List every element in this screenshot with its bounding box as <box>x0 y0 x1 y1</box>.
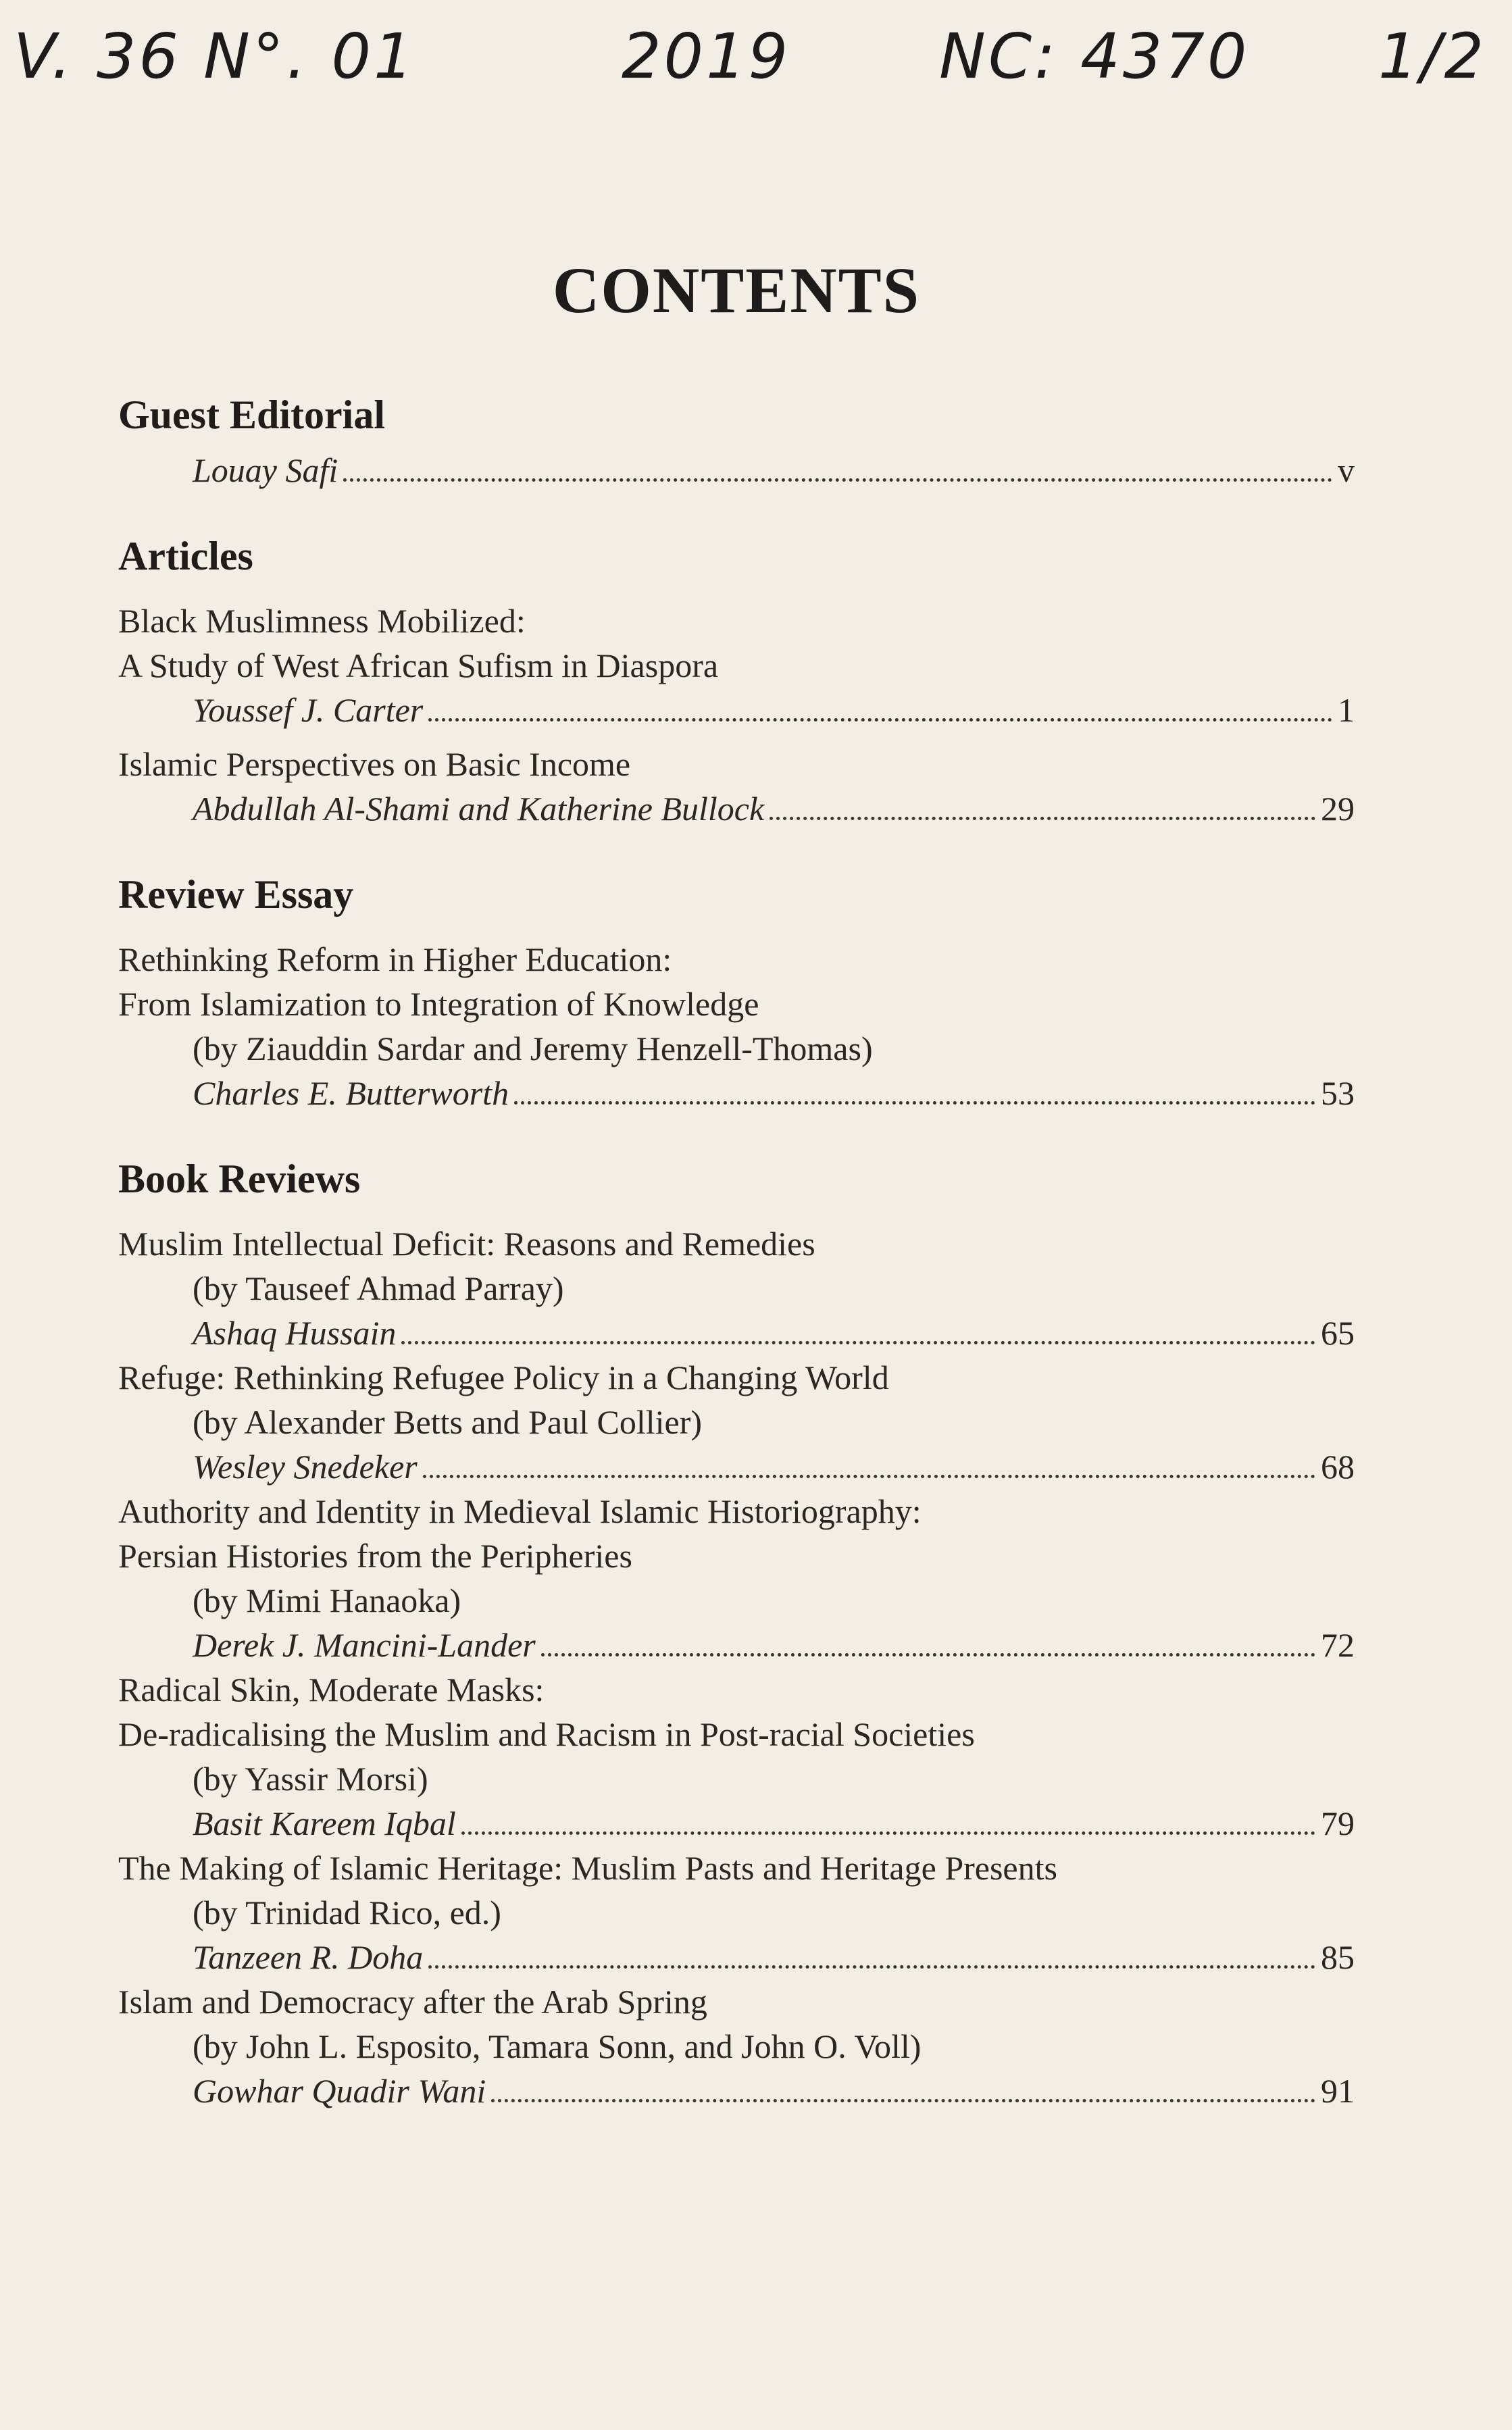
toc-entry-title: A Study of West African Sufism in Diaspora <box>118 647 719 684</box>
toc-author-line <box>118 786 1355 831</box>
toc-entry-title: Islamic Perspectives on Basic Income <box>118 745 631 783</box>
toc-author: Youssef J. Carter <box>193 691 424 729</box>
dot-leader <box>461 1831 1315 1835</box>
dot-leader <box>428 718 1332 722</box>
toc-entry-title: Authority and Identity in Medieval Islamic Historiography: <box>118 1492 922 1530</box>
toc-entry-title: Radical Skin, Moderate Masks: <box>118 1671 545 1708</box>
toc-page-number: 1 <box>1338 691 1355 729</box>
page-title: CONTENTS <box>552 254 921 327</box>
toc-page-number: 53 <box>1321 1074 1355 1112</box>
section-heading: Book Reviews <box>118 1157 361 1201</box>
toc-author: Abdullah Al-Shami and Katherine Bullock <box>193 790 765 828</box>
toc-entry-title: From Islamization to Integration of Knowledge <box>118 985 759 1023</box>
dot-leader <box>491 2099 1315 2102</box>
toc-reviewed-authors: (by Mimi Hanaoka) <box>193 1581 461 1619</box>
toc-page-number: 65 <box>1321 1314 1355 1352</box>
toc-author-line <box>118 2069 1355 2113</box>
toc-entry-title: Black Muslimness Mobilized: <box>118 602 526 640</box>
toc-author-line <box>118 1444 1355 1489</box>
toc-author: Tanzeen R. Doha <box>193 1938 424 1976</box>
dot-leader <box>541 1653 1315 1656</box>
section-articles <box>118 533 1355 831</box>
handwritten-annotation <box>0 14 1512 108</box>
dot-leader <box>428 1965 1315 1969</box>
toc-reviewed-authors: (by Yassir Morsi) <box>193 1760 428 1798</box>
toc-entry-title: Persian Histories from the Peripheries <box>118 1537 632 1575</box>
section-heading: Guest Editorial <box>118 393 386 437</box>
toc-page-number: v <box>1338 451 1355 489</box>
toc-entry-title: Islam and Democracy after the Arab Spring <box>118 1983 707 2021</box>
toc-entry-title: Muslim Intellectual Deficit: Reasons and Remedies <box>118 1225 815 1263</box>
toc-author: Wesley Snedeker <box>193 1448 418 1486</box>
toc-author: Derek J. Mancini-Lander <box>193 1626 536 1664</box>
toc-entry-title: The Making of Islamic Heritage: Muslim Pasts and Heritage Presents <box>118 1849 1057 1887</box>
section-heading: Review Essay <box>118 872 354 917</box>
toc-author-line <box>118 688 1355 732</box>
toc-page-number: 68 <box>1321 1448 1355 1486</box>
dot-leader <box>401 1341 1315 1344</box>
toc-author-line <box>118 1935 1355 1979</box>
handwritten-part: 1/2 <box>1378 20 1487 93</box>
dot-leader <box>343 478 1332 482</box>
toc-reviewed-authors: (by Tauseef Ahmad Parray) <box>193 1269 564 1307</box>
toc-author: Basit Kareem Iqbal <box>193 1804 456 1842</box>
handwritten-year: 2019 <box>622 20 791 93</box>
toc-page-number: 29 <box>1321 790 1355 828</box>
table-of-contents <box>118 392 1355 2154</box>
toc-author-line <box>118 1801 1355 1846</box>
handwritten-volume: V. 36 N°. 01 <box>14 20 416 93</box>
toc-entry-title: Rethinking Reform in Higher Education: <box>118 940 672 978</box>
toc-reviewed-authors: (by John L. Esposito, Tamara Sonn, and John O. Voll) <box>193 2027 922 2065</box>
toc-reviewed-authors: (by Alexander Betts and Paul Collier) <box>193 1403 703 1441</box>
toc-reviewed-authors: (by Ziauddin Sardar and Jeremy Henzell-Thomas) <box>193 1030 873 1067</box>
toc-page-number: 72 <box>1321 1626 1355 1664</box>
section-review-essay <box>118 871 1355 1115</box>
toc-author-line <box>118 448 1355 492</box>
toc-reviewed-authors: (by Trinidad Rico, ed.) <box>193 1894 501 1931</box>
toc-page-number: 85 <box>1321 1938 1355 1976</box>
toc-author-line <box>118 1623 1355 1667</box>
handwritten-catalog-number: NC: 4370 <box>939 20 1250 93</box>
toc-author: Charles E. Butterworth <box>193 1074 509 1112</box>
dot-leader <box>423 1475 1315 1478</box>
toc-author-line <box>118 1311 1355 1355</box>
dot-leader <box>514 1101 1315 1105</box>
toc-author: Louay Safi <box>193 451 338 489</box>
toc-author: Gowhar Quadir Wani <box>193 2072 486 2110</box>
toc-page-number: 91 <box>1321 2072 1355 2110</box>
toc-author: Ashaq Hussain <box>193 1314 397 1352</box>
section-guest-editorial <box>118 392 1355 492</box>
toc-entry-title: De-radicalising the Muslim and Racism in Post-racial Societies <box>118 1715 975 1753</box>
toc-author-line <box>118 1071 1355 1115</box>
section-heading: Articles <box>118 534 253 578</box>
toc-entry-title: Refuge: Rethinking Refugee Policy in a Changing World <box>118 1359 889 1396</box>
toc-page-number: 79 <box>1321 1804 1355 1842</box>
dot-leader <box>770 817 1315 820</box>
section-book-reviews <box>118 1156 1355 2113</box>
